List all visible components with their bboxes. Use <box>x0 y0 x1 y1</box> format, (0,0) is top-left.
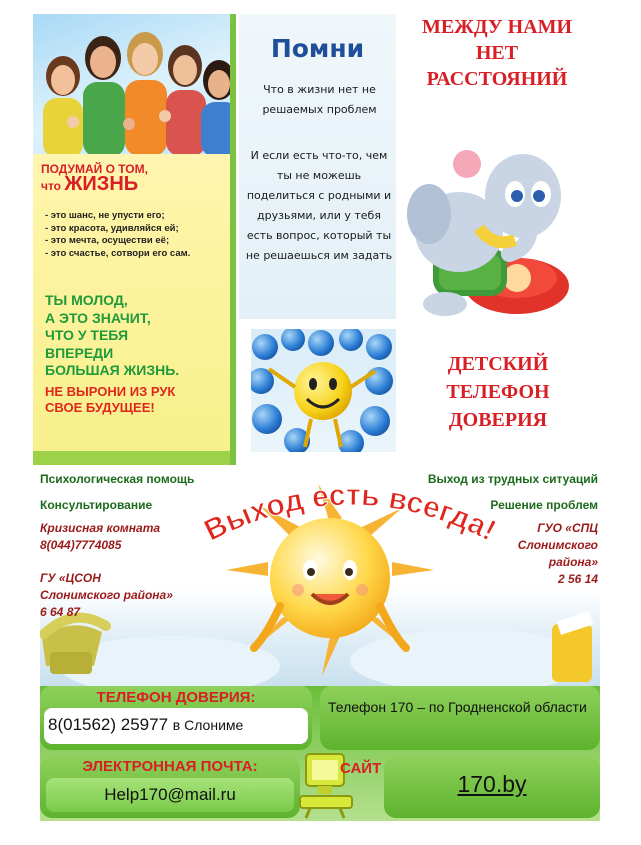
computer-icon <box>292 748 362 820</box>
elephant-phone-illustration <box>405 136 573 322</box>
spc-line: района» <box>548 555 598 569</box>
list-item: - это мечта, осуществи её; <box>45 235 170 246</box>
spc-line: ГУО «СПЦ <box>537 521 598 535</box>
hotline-line: ДЕТСКИЙ <box>447 353 549 375</box>
hotline-city: в Слониме <box>172 717 244 733</box>
remember-text-1: Что в жизни нет не решаемых проблем <box>262 83 377 116</box>
young-message <box>45 292 235 380</box>
list-item: - это счастье, сотвори его сам. <box>45 247 191 259</box>
remember-text-2: И если есть что-то, чем ты не можешь поделиться с родными и друзьями, или у тебя есть вопрос, который ты не решаешься им задать <box>245 149 393 262</box>
future-line: НЕ ВЫРОНИ ИЗ РУК <box>45 384 176 399</box>
hotline-label: ТЕЛЕФОН ДОВЕРИЯ: <box>96 689 256 706</box>
list-item: - это шанс, не упусти его; <box>45 210 165 221</box>
remember-title: Помни <box>270 34 365 63</box>
regional-phone-text: Телефон 170 – по Гродненской области <box>328 699 587 715</box>
green-divider <box>33 451 236 465</box>
young-line: А ЭТО ЗНАЧИТ, <box>45 309 151 326</box>
teens-illustration <box>33 14 236 154</box>
hotline-number-box[interactable] <box>44 708 308 744</box>
spc-line: Слонимского <box>517 538 598 552</box>
young-line: ЧТО У ТЕБЯ <box>45 327 129 343</box>
title-line: МЕЖДУ НАМИ <box>421 16 573 38</box>
cson-line: ГУ «ЦСОН <box>40 571 101 585</box>
crisis-room-label: Кризисная комната <box>40 521 161 535</box>
hotline-panel <box>40 686 312 750</box>
email-panel <box>40 756 300 818</box>
hotline-number: 8(01562) 25977 <box>48 715 169 734</box>
site-link[interactable]: 170.by <box>457 771 527 797</box>
slogan-arc <box>130 468 570 588</box>
no-distance-title <box>408 14 586 92</box>
service-hard-situations: Выход из трудных ситуаций <box>427 472 598 486</box>
site-label: САЙТ <box>340 760 382 777</box>
spc-phone: 2 56 14 <box>557 572 598 586</box>
service-psych-help: Психологическая помощь <box>40 472 195 486</box>
computer-mascot <box>292 748 362 820</box>
teens-photo <box>33 14 236 154</box>
future-message <box>45 384 235 416</box>
title-line: НЕТ <box>475 42 519 64</box>
young-line: ВПЕРЕДИ <box>45 344 114 361</box>
email-label: ЭЛЕКТРОННАЯ ПОЧТА: <box>82 758 258 775</box>
future-line: СВОЕ БУДУЩЕЕ! <box>45 400 155 415</box>
service-problem-solving: Решение проблем <box>490 498 598 512</box>
regional-phone-panel <box>320 686 600 750</box>
list-item: - это красота, удивляйся ей; <box>45 222 179 234</box>
hotline-line: ДОВЕРИЯ <box>448 409 548 431</box>
life-list <box>45 210 235 260</box>
email-box[interactable] <box>46 778 294 812</box>
cson-phone: 6 64 87 <box>40 605 81 619</box>
hotline-number-text <box>48 715 243 735</box>
smiley-illustration <box>251 329 396 452</box>
site-panel <box>384 756 600 818</box>
child-hotline-title <box>418 350 578 434</box>
mailbox-icon <box>552 611 593 682</box>
think-line-2 <box>41 173 231 195</box>
crisis-room-phone: 8(044)7774085 <box>40 538 122 552</box>
title-line: РАССТОЯНИЙ <box>426 68 568 90</box>
think-line-2-prefix: что <box>41 179 62 193</box>
hotline-line: ТЕЛЕФОН <box>446 381 550 403</box>
email-address[interactable]: Help170@mail.ru <box>104 785 236 804</box>
middle-poster <box>239 14 396 319</box>
left-poster <box>33 14 236 465</box>
cson-line: Слонимского района» <box>40 588 173 602</box>
think-line-1: ПОДУМАЙ О ТОМ, <box>41 162 148 176</box>
slogan-text: Выход есть всегда! <box>199 478 502 548</box>
think-line-2-life: ЖИЗНЬ <box>64 173 139 195</box>
elephant-icon <box>405 136 573 322</box>
service-consulting: Консультирование <box>40 498 153 512</box>
sun-section <box>40 466 600 688</box>
young-line: БОЛЬШАЯ ЖИЗНЬ. <box>45 362 180 378</box>
think-heading <box>41 162 231 194</box>
young-line: ТЫ МОЛОД, <box>45 292 128 308</box>
smiley-balls-icon <box>251 329 396 452</box>
